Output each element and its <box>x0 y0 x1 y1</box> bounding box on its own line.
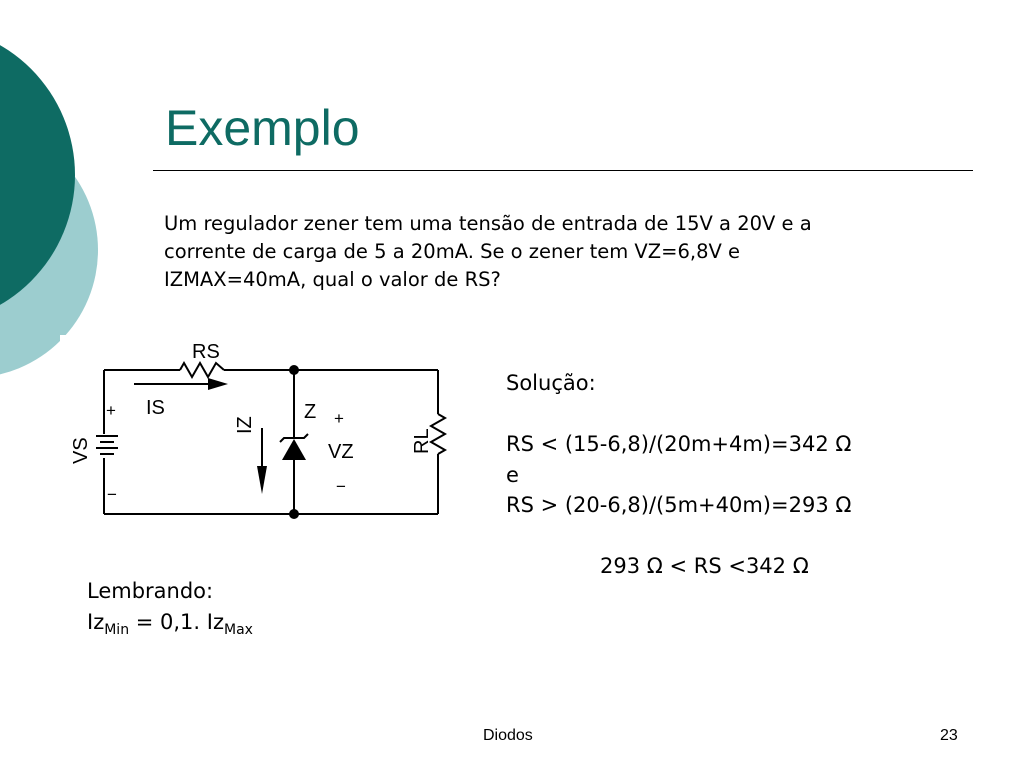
formula-variable: Iz <box>87 610 105 634</box>
formula-subscript-min: Min <box>104 622 130 639</box>
solution-block <box>506 368 986 582</box>
solution-result: 293 Ω < RS <342 Ω <box>600 554 809 578</box>
vs-label: VS <box>70 437 92 464</box>
vz-minus-sign: − <box>336 477 346 496</box>
zener-circuit-diagram <box>60 330 460 540</box>
vz-label: VZ <box>328 441 354 463</box>
vs-minus-sign: − <box>107 485 117 504</box>
slide-title: Exemplo <box>165 100 360 156</box>
rs-label: RS <box>192 341 220 363</box>
junction-node-top <box>289 365 299 375</box>
rl-label: RL <box>411 428 433 454</box>
z-label: Z <box>304 401 317 423</box>
formula-middle: = 0,1. Iz <box>129 610 224 634</box>
junction-node-bottom <box>289 509 299 519</box>
vs-plus-sign: + <box>106 401 116 420</box>
iz-arrowhead-icon <box>257 466 267 494</box>
reminder-block <box>87 576 253 646</box>
vz-plus-sign: + <box>334 409 344 428</box>
blank-line <box>506 399 986 430</box>
iz-label: IZ <box>234 416 256 434</box>
problem-line: IZMAX=40mA, qual o valor de RS? <box>164 268 501 291</box>
solution-heading: Solução: <box>506 371 596 395</box>
problem-line: Um regulador zener tem uma tensão de entrada de 15V a 20V e a <box>164 212 812 235</box>
solution-line-upper-bound: RS < (15-6,8)/(20m+4m)=342 Ω <box>506 432 852 456</box>
solution-connector: e <box>506 462 519 487</box>
problem-line: corrente de carga de 5 a 20mA. Se o zener tem VZ=6,8V e <box>164 240 741 263</box>
reminder-formula <box>87 607 253 646</box>
is-arrowhead-icon <box>208 378 228 390</box>
title-divider <box>153 170 973 171</box>
page-number: 23 <box>940 727 958 744</box>
reminder-heading: Lembrando: <box>87 579 214 603</box>
solution-line-lower-bound: RS > (20-6,8)/(5m+40m)=293 Ω <box>506 493 852 517</box>
is-label: IS <box>146 397 165 419</box>
rl-resistor <box>431 414 445 454</box>
problem-statement <box>164 210 964 294</box>
blank-line <box>506 521 986 552</box>
formula-subscript-max: Max <box>223 622 253 639</box>
zener-triangle-icon <box>282 439 306 460</box>
rs-resistor <box>180 363 224 377</box>
footer-section-title: Diodos <box>483 727 533 744</box>
